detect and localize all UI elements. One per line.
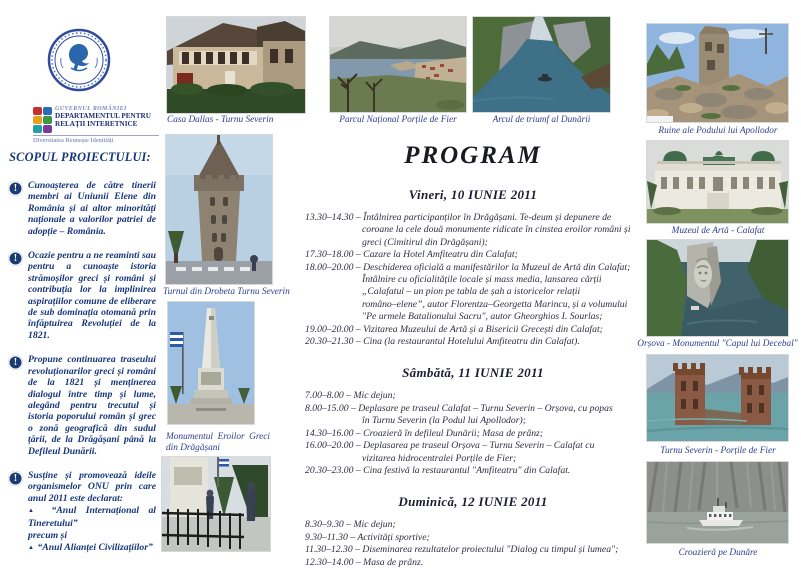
gov-department-line1: DEPARTAMENTUL PENTRU <box>55 112 151 120</box>
scope-heading: SCOPUL PROIECTULUI: <box>9 150 151 164</box>
photo-croaziera <box>647 462 788 543</box>
caption-croaziera: Croazieră pe Dunăre <box>678 548 758 558</box>
caption-water-tower: Turnul din Drobeta Turnu Severin <box>163 287 290 297</box>
exclamation-icon: ! <box>8 251 23 266</box>
scope-paragraph <box>8 180 158 237</box>
schedule-line: coroane la cele două monumente ridicate în cinstea eroilor români și <box>362 224 631 236</box>
schedule-line: 14.30–16.00 – Croazieră în defileul Dunării; Masa de prânz; <box>305 427 544 439</box>
photo-arcul-dunarii <box>473 17 610 112</box>
program-days <box>298 187 648 568</box>
schedule-line: în Turnu Severin (la Podul lui Apollodor); <box>362 415 526 427</box>
schedule-item <box>298 532 648 544</box>
schedule-line: "Pe urmele Batalionului Sacru", autor Gheorghios I. Sourlas; <box>362 311 603 323</box>
scope-paragraph-text <box>28 354 156 457</box>
schedule-line: 20.30–21.30 – Cina (la restaurantul Hotelului Amfiteatru din Calafat). <box>305 336 580 348</box>
schedule-item <box>298 390 648 402</box>
triangle-bullet-icon: ▲ <box>28 508 50 515</box>
program-section <box>298 142 648 568</box>
schedule-item <box>298 428 648 440</box>
schedule-item <box>298 336 648 348</box>
schedule-item <box>298 465 648 477</box>
exclamation-icon: ! <box>8 471 23 486</box>
schedule-line: 8.00–15.00 – Deplasare pe traseul Calafat – Turnu Severin – Orșova, cu popas <box>305 402 613 414</box>
schedule-line: 20.30–23.00 – Cina festivă la restaurantul "Amfiteatru" din Calafat. <box>305 464 571 476</box>
scope-paragraph-body: Cunoașterea de către tinerii membri ai Uniunii Elene din România și ai altor minorități naționale a valorilor patriei de adopție – România. <box>28 180 156 237</box>
schedule-item <box>298 403 648 428</box>
photo-casa-dallas <box>167 17 305 113</box>
scope-paragraph-body: Propune continuarea traseului revoluționarilor greci și români de la 1821 și menținerea dialogul între timp și lume, alegând pentru trecutul și istoria poporului român și grec o zonă geografică din sudul țării, de la Drăgășani până la Defileul Dunării. <box>28 354 156 457</box>
gov-name: GUVERNUL ROMÂNIEI <box>55 106 127 112</box>
schedule-line: „Calafatul – un pion pe tabla de șah a istoricelor relații <box>362 286 581 298</box>
schedule-line: 18.00–20.00 – Deschiderea oficială a manifestărilor la Muzeul de Artă din Calafat; <box>305 261 631 273</box>
photo-turnu-severin-portile <box>647 355 788 441</box>
schedule-line: 11.30–12.30 – Diseminarea rezultatelor proiectului "Dialog cu timpul și lumea"; <box>305 544 619 556</box>
schedule-item <box>298 324 648 336</box>
caption-arcul-dunarii: Arcul de triumf al Dunării <box>492 115 591 125</box>
caption-turnu-severin-portile: Turnu Severin - Porțile de Fier <box>660 446 776 456</box>
exclamation-icon: ! <box>8 181 23 196</box>
caption-ruine-apollodor: Ruine ale Podului lui Apollodor <box>658 126 778 136</box>
program-day <box>298 365 648 477</box>
schedule-line: 17.30–18.00 – Cazare la Hotel Amfiteatru din Calafat; <box>305 249 518 261</box>
program-day <box>298 187 648 348</box>
scope-paragraphs <box>8 180 158 568</box>
schedule-item <box>298 262 648 324</box>
photo-wreath-ceremony <box>162 457 270 551</box>
schedule-item <box>298 544 648 556</box>
scope-paragraph <box>8 470 158 555</box>
caption-obelisk-monument: Monumentul Eroilor Greci din Drăgășani <box>166 432 270 453</box>
schedule-line: 16.00–20.00 – Deplasarea pe traseul Orșova – Turnu Severin – Calafat cu <box>305 440 595 452</box>
scope-sub-item: ▲ “Anul Internațional al Tineretului” <box>28 505 156 529</box>
schedule-item <box>298 212 648 249</box>
program-day <box>298 494 648 568</box>
program-day-heading: Sâmbătă, 11 IUNIE 2011 <box>402 365 544 381</box>
photo-orsova-decebal <box>647 240 788 336</box>
gov-tagline: Diversitatea Reunește Identități <box>33 135 159 144</box>
program-day-heading: Duminică, 12 IUNIE 2011 <box>398 494 548 510</box>
scope-sub-item: ▲ “Anul Alianței Civilizațiilor” <box>28 542 153 554</box>
program-day-heading: Vineri, 10 IUNIE 2011 <box>408 187 538 202</box>
scope-paragraph-body: Susține și promovează ideile organismelor ONU prin care anul 2011 este declarat: <box>28 469 156 504</box>
schedule-line: româno–elene”, autor Florentza–Georgetta Marincu, și a volumului <box>362 298 628 310</box>
scope-paragraph <box>8 354 158 457</box>
scope-paragraph-text <box>28 470 156 555</box>
schedule-line: 13.30–14.30 – Întâlnirea participanților în Drăgășani. Te-deum și depunere de <box>305 212 612 223</box>
gov-department-line2: RELAȚII INTERETNICE <box>55 120 138 129</box>
schedule-item <box>298 519 648 531</box>
photo-parcul-portile-de-fier <box>330 17 466 112</box>
photo-water-tower <box>166 135 272 284</box>
schedule-item <box>298 440 648 465</box>
caption-muzeul-arta: Muzeul de Artă - Calafat <box>671 226 765 236</box>
schedule-line: 8.30–9.30 – Mic dejun; <box>305 519 396 531</box>
scope-sub-item: precum și <box>28 529 68 541</box>
exclamation-icon: ! <box>8 355 23 370</box>
schedule-line: 19.00–20.00 – Vizitarea Muzeului de Artă și a Bisericii Grecești din Calafat; <box>305 323 603 335</box>
government-logo <box>33 106 159 144</box>
caption-orsova-decebal: Orșova - Monumentul "Capul lui Decebal" <box>637 339 798 349</box>
schedule-item <box>298 249 648 261</box>
program-title: PROGRAM <box>404 142 542 169</box>
schedule-item <box>298 557 648 568</box>
scope-paragraph <box>8 250 158 341</box>
schedule-line: 9.30–11.30 – Activități sportive; <box>305 531 430 543</box>
hellenic-union-logo-icon <box>47 28 111 92</box>
triangle-bullet-icon: ▲ <box>28 545 36 552</box>
scope-paragraph-body: Ocazie pentru a ne reaminti sau pentru a cunoaște istoria strămoșilor greci și români și contribuția lor la implinirea aspirațiilor comune de eliberare de sub dominația otomană prin înfăptuirea Revoluției de la 1821. <box>28 250 156 341</box>
schedule-line: vizitarea hidrocentralei Porțile de Fier; <box>362 452 517 464</box>
photo-ruine-apollodor <box>647 24 788 122</box>
schedule-line: Întâlnire cu oficialitățile locale și mass media, lansarea cărții <box>362 274 602 286</box>
puzzle-pieces-icon <box>33 107 52 133</box>
caption-casa-dallas: Casa Dallas - Turnu Severin <box>167 115 274 125</box>
schedule-line: 7.00–8.00 – Mic dejun; <box>305 390 396 402</box>
schedule-line: greci (Cimitirul din Drăgășani); <box>362 236 488 248</box>
scope-paragraph-text <box>28 180 156 237</box>
scope-paragraph-text <box>28 250 156 341</box>
schedule-line: 12.30–14.00 – Masa de prânz. <box>305 556 424 568</box>
caption-parcul-portile-de-fier: Parcul Național Porțile de Fier <box>339 115 457 125</box>
photo-muzeul-arta <box>647 141 788 223</box>
photo-obelisk-monument <box>168 302 254 424</box>
